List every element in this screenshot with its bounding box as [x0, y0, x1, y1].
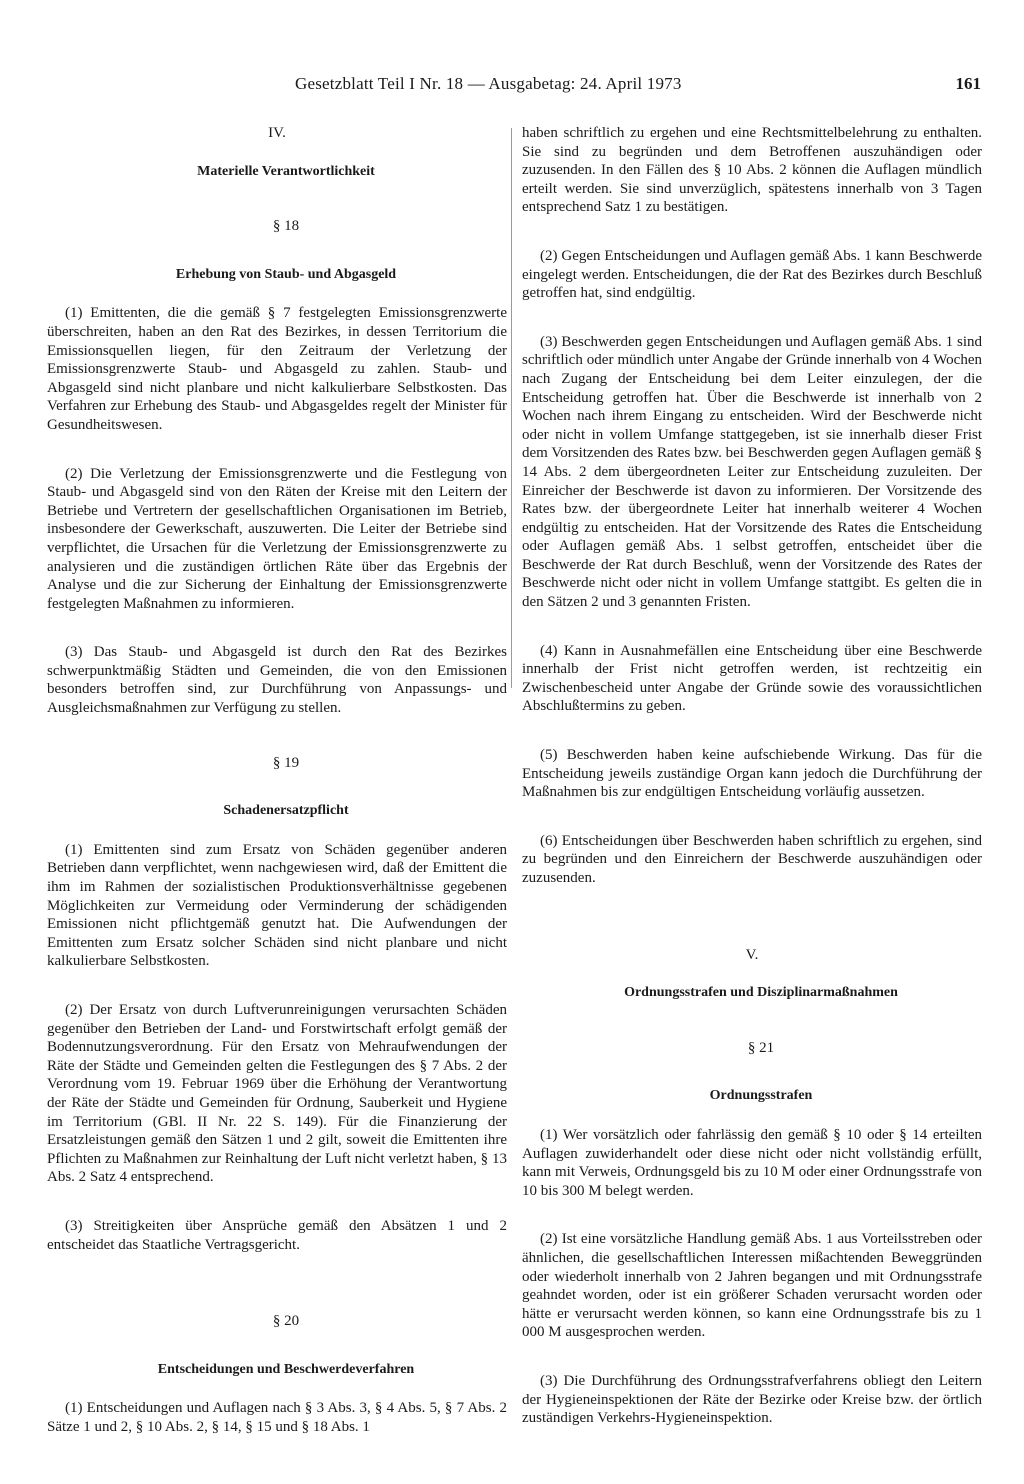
- section-number: § 20: [272, 1313, 300, 1330]
- section-title: Schadenersatzpflicht: [223, 803, 349, 819]
- paragraph-continued: haben schriftlich zu ergehen und eine Rechtsmittelbelehrung zu enthalten. Sie sind zu begründen und dem Betroffenen auszuhändigen oder zuzusenden. In den Fällen des § 10 Abs. 2 können die Auflagen mündlich erteilt werden. Sie sind unverzüglich, spätestens innerhalb von 3 Tagen entsprechend Satz 1 zu bestätigen.: [522, 125, 982, 216]
- paragraph: (1) Entscheidungen und Auflagen nach § 3 Abs. 3, § 4 Abs. 5, § 7 Abs. 2 Sätze 1 und 2, § 10 Abs. 2, § 14, § 15 und § 18 Abs. 1: [47, 1400, 507, 1435]
- right-column: [522, 124, 982, 1428]
- left-column: [47, 124, 507, 1437]
- page-number: 161: [955, 74, 981, 93]
- paragraph: (4) Kann in Ausnahmefällen eine Entscheidung über eine Beschwerde innerhalb der Frist nicht getroffen werden, ist rechtzeitig ein Zwischenbescheid unter Angabe der Gründe sowie des voraussichtlichen Abschlußtermins zu geben.: [522, 642, 982, 715]
- paragraph: (5) Beschwerden haben keine aufschiebende Wirkung. Das für die Entscheidung jeweils zuständige Organ kann jedoch die Durchführung der Maßnahmen bis zur endgültigen Entscheidung vorläufig aussetzen.: [522, 747, 982, 801]
- paragraph: (3) Beschwerden gegen Entscheidungen und Auflagen gemäß Abs. 1 sind schriftlich oder mündlich unter Angabe der Gründe innerhalb von 4 Wochen nach Zugang der Entscheidung bei dem Leiter einzulegen, der die Entscheidung getroffen hat. Über die Beschwerde ist innerhalb von 2 Wochen nach ihrem Eingang zu entscheiden. Wird der Beschwerde nicht oder nicht in vollem Umfange stattgegeben, ist sie innerhalb dieser Frist dem Vorsitzenden des Rates bzw. bei Beschwerden gegen Auflagen gemäß § 14 Abs. 2 dem übergeordneten Leiter zur Entscheidung zuzuleiten. Der Einreicher der Beschwerde ist davon zu informieren. Der Vorsitzende des Rates bzw. der übergeordnete Leiter hat innerhalb weiterer 4 Wochen endgültig zu entscheiden. Hat der Vorsitzende des Rates die Entscheidung oder Auflagen gemäß Abs. 1 selbst getroffen, entscheidet über die Beschwerde der Rat durch Beschluß, wenn der Vorsitzende des Rates der Beschwerde nicht oder nicht in vollem Umfange stattgibt. Es gelten die in den Sätzen 2 und 3 genannten Fristen.: [522, 333, 982, 611]
- paragraph: (3) Die Durchführung des Ordnungsstrafverfahrens obliegt den Leitern der Hygieneinspektionen der Räte der Bezirke oder Kreise bzw. der örtlich zuständigen Verkehrs-Hygieneinspektion.: [522, 1372, 982, 1427]
- part-numeral: V.: [745, 946, 759, 963]
- part-title: Materielle Verantwortlichkeit: [197, 163, 375, 179]
- part-numeral: IV.: [268, 125, 286, 141]
- part-title: Ordnungsstrafen und Disziplinarmaßnahmen: [624, 985, 898, 1001]
- section-title: Ordnungsstrafen: [709, 1088, 813, 1104]
- paragraph: (2) Gegen Entscheidungen und Auflagen gemäß Abs. 1 kann Beschwerde eingelegt werden. Entscheidungen, die der Rat des Bezirkes durch Beschluß getroffen hat, sind endgültig.: [522, 247, 982, 302]
- paragraph: (1) Emittenten, die die gemäß § 7 festgelegten Emissionsgrenzwerte überschreiten, haben an den Rat des Bezirkes, in dessen Territorium die Emissionsquellen liegen, für den Zeitraum der Verletzung der Emissionsgrenzwerte Staub- und Abgasgeld zu zahlen. Staub- und Abgasgeld sind nicht planbare und nicht kalkulierbare Selbstkosten. Das Verfahren zur Erhebung des Staub- und Abgasgeldes regelt der Minister für Gesundheitswesen.: [47, 305, 507, 433]
- paragraph: (2) Ist eine vorsätzliche Handlung gemäß Abs. 1 aus Vorteilsstreben oder ähnlichen, die gesellschaftlichen Interessen mißachtenden Beweggründen oder wiederholt innerhalb von 2 Jahren begangen und mit Ordnungsstrafe geahndet worden, oder ist ein größerer Schaden verursacht worden oder hätte er verursacht werden können, so kann eine Ordnungsstrafe bis zu 1 000 M ausgesprochen werden.: [522, 1231, 982, 1341]
- paragraph: (1) Wer vorsätzlich oder fahrlässig den gemäß § 10 oder § 14 erteilten Auflagen zuwiderhandelt oder diese nicht oder nicht vollständig erfüllt, kann mit Verweis, Ordnungsgeld bis zu 10 M oder einer Ordnungsstrafe von 10 bis 300 M belegt werden.: [522, 1126, 982, 1199]
- paragraph: (3) Streitigkeiten über Ansprüche gemäß den Absätzen 1 und 2 entscheidet das Staatliche Vertragsgericht.: [47, 1217, 507, 1253]
- section-number: § 19: [272, 754, 300, 771]
- page-header: [0, 74, 1024, 102]
- paragraph: (3) Das Staub- und Abgasgeld ist durch den Rat des Bezirkes schwerpunktmäßig Städten und Gemeinden, die von den Emissionen besonders betroffen sind, zur Durchführung von Anpassungs- und Ausgleichsmaßnahmen zur Verfügung zu stellen.: [47, 644, 507, 717]
- section-number: § 18: [272, 218, 300, 235]
- paragraph: (2) Der Ersatz von durch Luftverunreinigungen verursachten Schäden gegenüber den Betrieben der Land- und Forstwirtschaft erfolgt gemäß der Bodennutzungsverordnung. Für den Ersatz von Mehraufwendungen der Räte der Städte und Gemeinden gelten die Festlegungen des § 7 Abs. 2 der Verordnung vom 19. Februar 1969 über die Erhöhung der Verantwortung der Räte der Städte und Gemeinden für Ordnung, Sauberkeit und Hygiene im Territorium (GBl. II Nr. 22 S. 149). Für die Finanzierung der Ersatzleistungen gemäß den Sätzen 1 und 2 gilt, soweit die Emittenten ihre Pflichten zu Maßnahmen zur Reinhaltung der Luft nicht verletzt haben, § 13 Abs. 2 Satz 4 entsprechend.: [47, 1002, 507, 1186]
- paragraph: (6) Entscheidungen über Beschwerden haben schriftlich zu ergehen, sind zu begründen und den Einreichern der Beschwerde auszuhändigen oder zuzusenden.: [522, 832, 982, 886]
- section-title: Entscheidungen und Beschwerdeverfahren: [157, 1361, 415, 1377]
- paragraph: (2) Die Verletzung der Emissionsgrenzwerte und die Festlegung von Staub- und Abgasgeld sind von den Räten der Kreise mit den Leitern der Betriebe und Vertretern der gesellschaftlichen Organisationen im Betrieb, insbesondere der Gewerkschaft, auszuwerten. Die Leiter der Betriebe sind verpflichtet, die Ursachen für die Verletzung der Emissionsgrenzwerte zu analysieren und die zuständigen örtlichen Räte über das Ergebnis der Analyse und die zur Sicherung der Einhaltung der Emissionsgrenzwerte festgelegten Maßnahmen zu informieren.: [47, 465, 507, 612]
- section-title: Erhebung von Staub- und Abgasgeld: [175, 266, 397, 282]
- column-divider: [511, 128, 512, 688]
- running-title: Gesetzblatt Teil I Nr. 18 — Ausgabetag: 24. April 1973: [295, 74, 682, 93]
- paragraph: (1) Emittenten sind zum Ersatz von Schäden gegenüber anderen Betrieben dann verpflichtet, wenn nachgewiesen wird, daß der Emittent die ihm im Rahmen der sozialistischen Produktionsverhältnisse gegebenen Möglichkeiten zur Vermeidung oder Verminderung der schädigenden Emissionen nicht pflichtgemäß genutzt hat. Die Aufwendungen der Emittenten zum Ersatz solcher Schäden sind nicht planbare und nicht kalkulierbare Selbstkosten.: [47, 841, 507, 970]
- section-number: § 21: [747, 1039, 775, 1056]
